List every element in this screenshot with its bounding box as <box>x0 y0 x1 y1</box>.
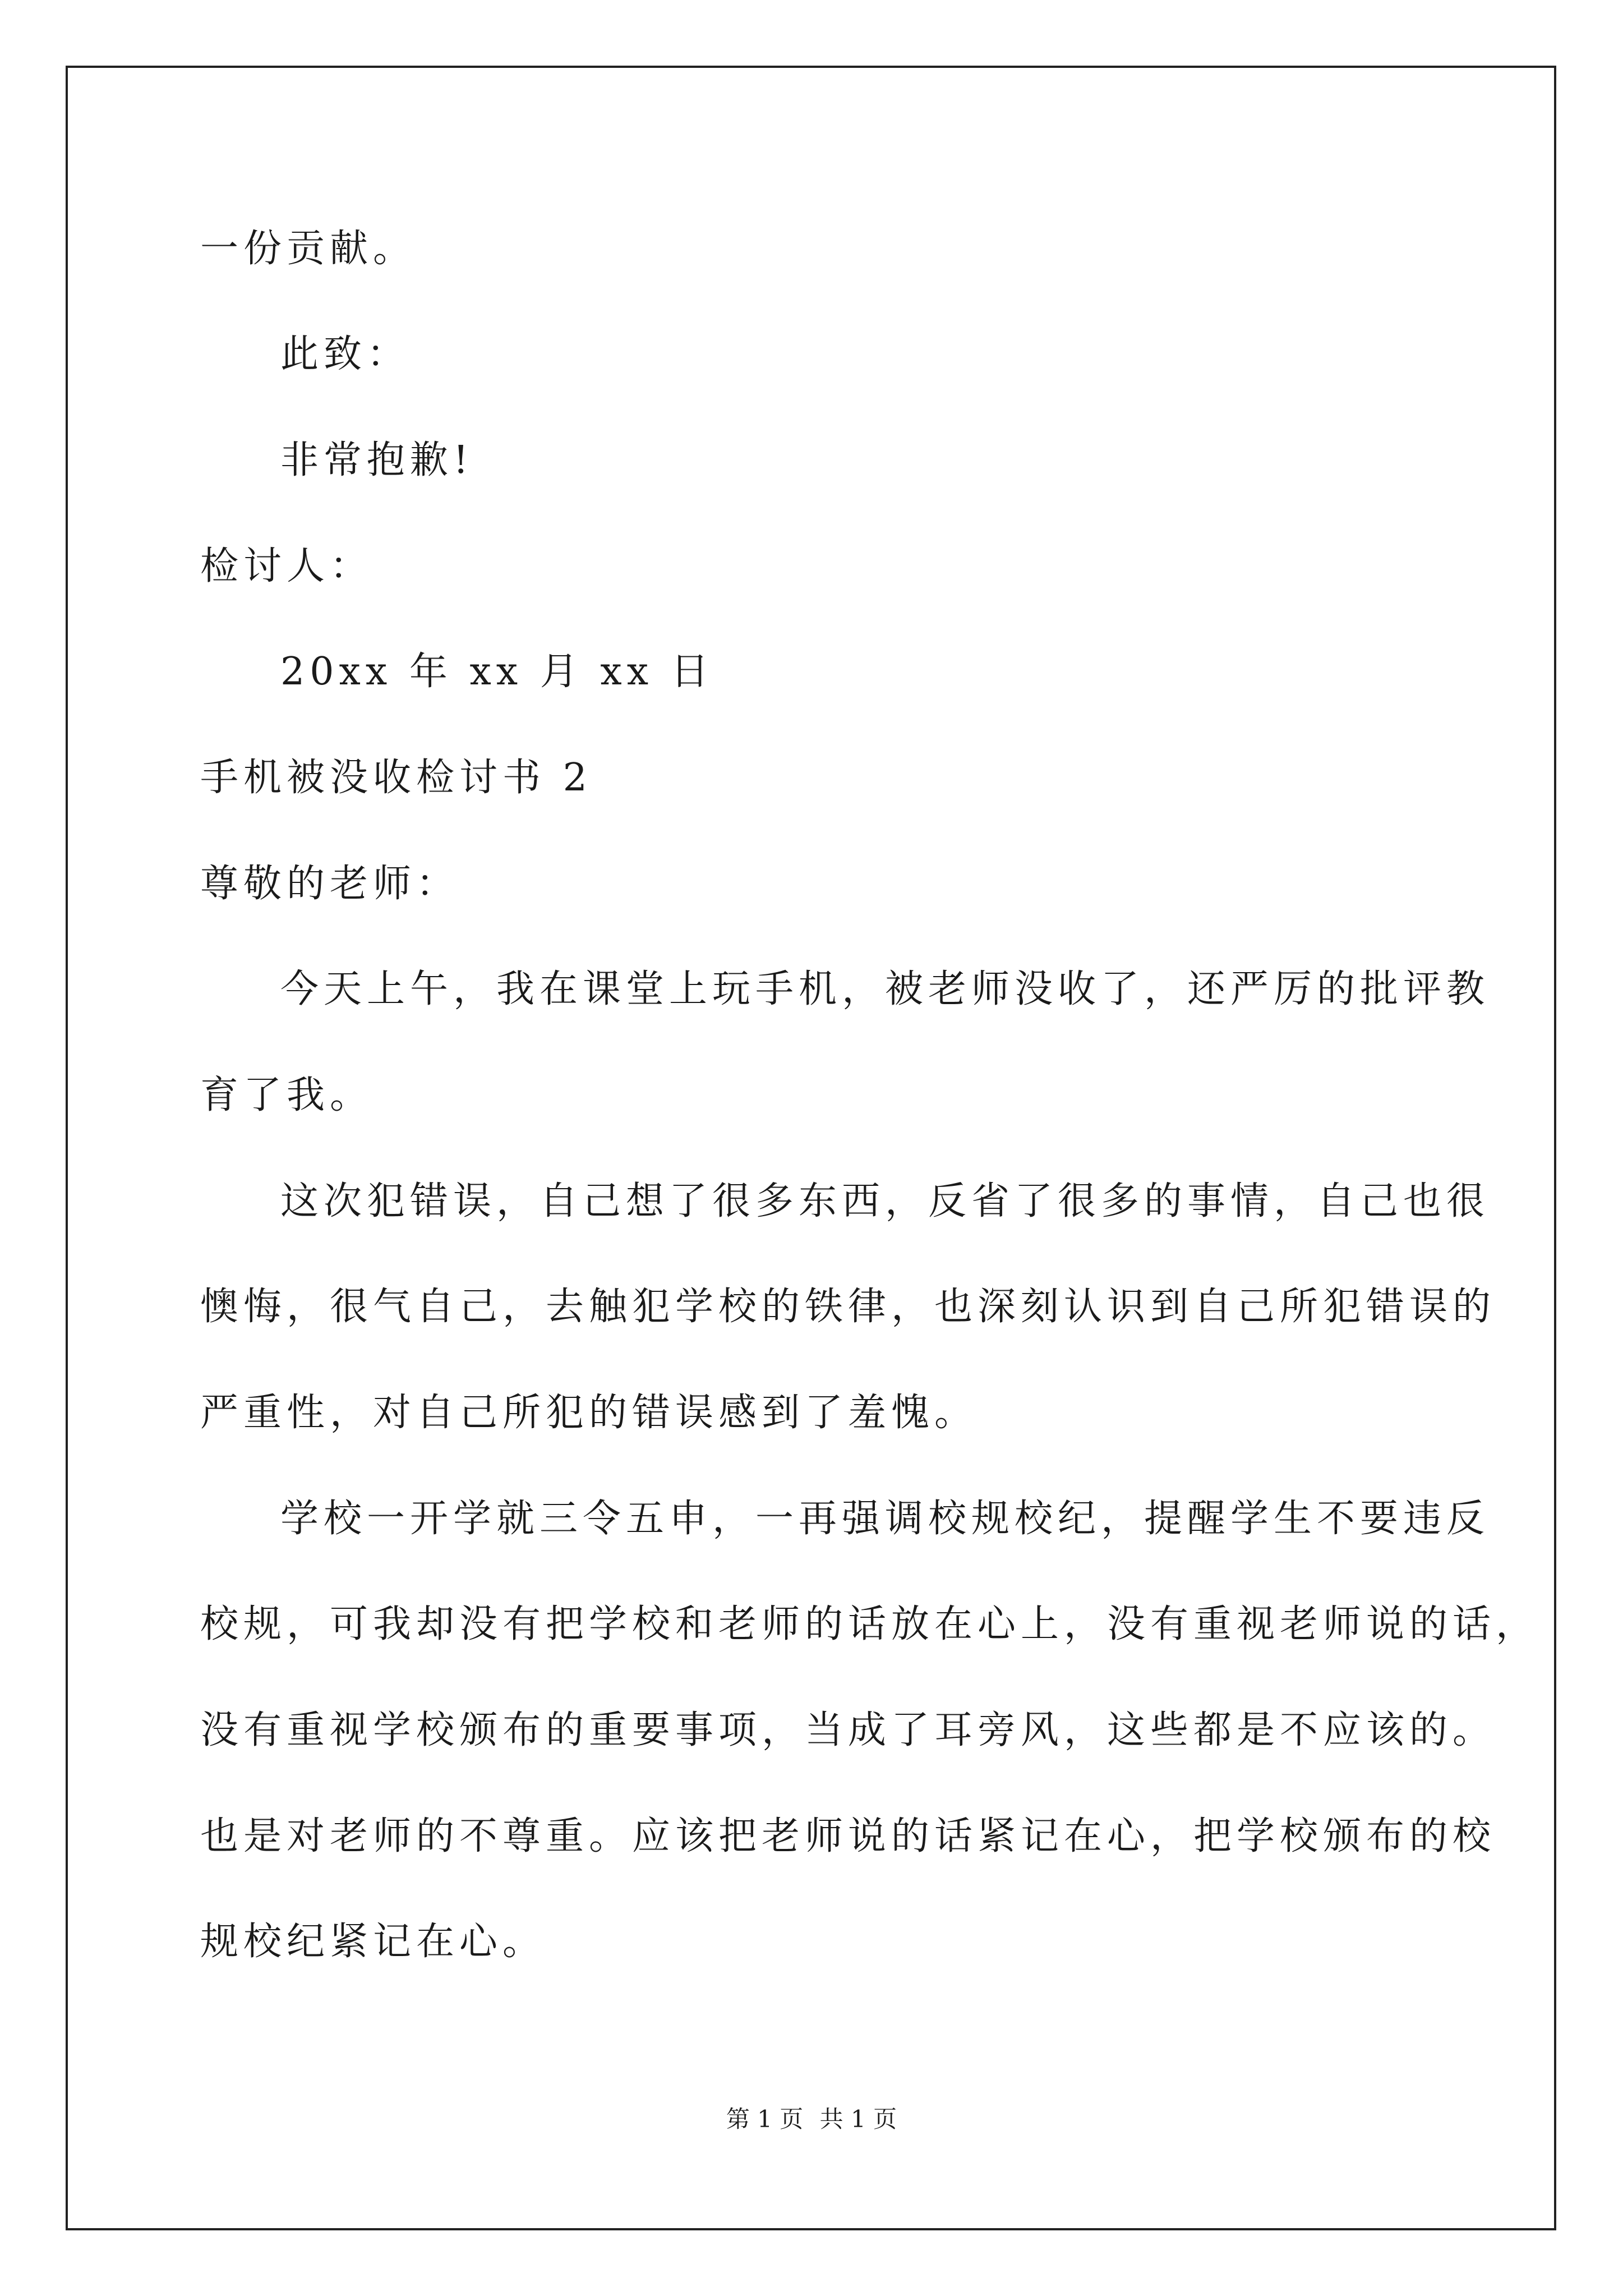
text-line: 非常抱歉! <box>280 438 474 482</box>
text-line: 校规，可我却没有把学校和老师的话放在心上，没有重视老师说的话， <box>200 1602 1539 1646</box>
page-total: 共 1 页 <box>819 2105 897 2133</box>
text-line: 规校纪紧记在心。 <box>200 1920 546 1964</box>
text-line: 此致： <box>280 332 411 376</box>
date-line: 20xx 年 xx 月 xx 日 <box>280 650 714 694</box>
text-line: 检讨人： <box>200 544 374 588</box>
text-line: 育了我。 <box>200 1073 374 1117</box>
text-line: 这次犯错误，自己想了很多东西，反省了很多的事情，自己也很 <box>280 1179 1490 1223</box>
text-line: 没有重视学校颁布的重要事项，当成了耳旁风，这些都是不应该的。 <box>200 1708 1496 1752</box>
salutation: 尊敬的老师： <box>200 862 460 906</box>
text-line: 今天上午，我在课堂上玩手机，被老师没收了，还严厉的批评教 <box>280 967 1490 1011</box>
text-line: 一份贡献。 <box>200 227 417 271</box>
text-line: 学校一开学就三令五申，一再强调校规校纪，提醒学生不要违反 <box>280 1497 1490 1541</box>
page-border <box>66 66 1556 2230</box>
page-footer <box>0 2102 1623 2136</box>
text-line: 也是对老师的不尊重。应该把老师说的话紧记在心，把学校颁布的校 <box>200 1814 1496 1858</box>
text-line: 懊悔，很气自己，去触犯学校的铁律，也深刻认识到自己所犯错误的 <box>200 1285 1496 1329</box>
page-number: 第 1 页 <box>726 2105 804 2133</box>
text-line: 严重性，对自己所犯的错误感到了羞愧。 <box>200 1391 978 1435</box>
section-title: 手机被没收检讨书 2 <box>200 756 592 800</box>
